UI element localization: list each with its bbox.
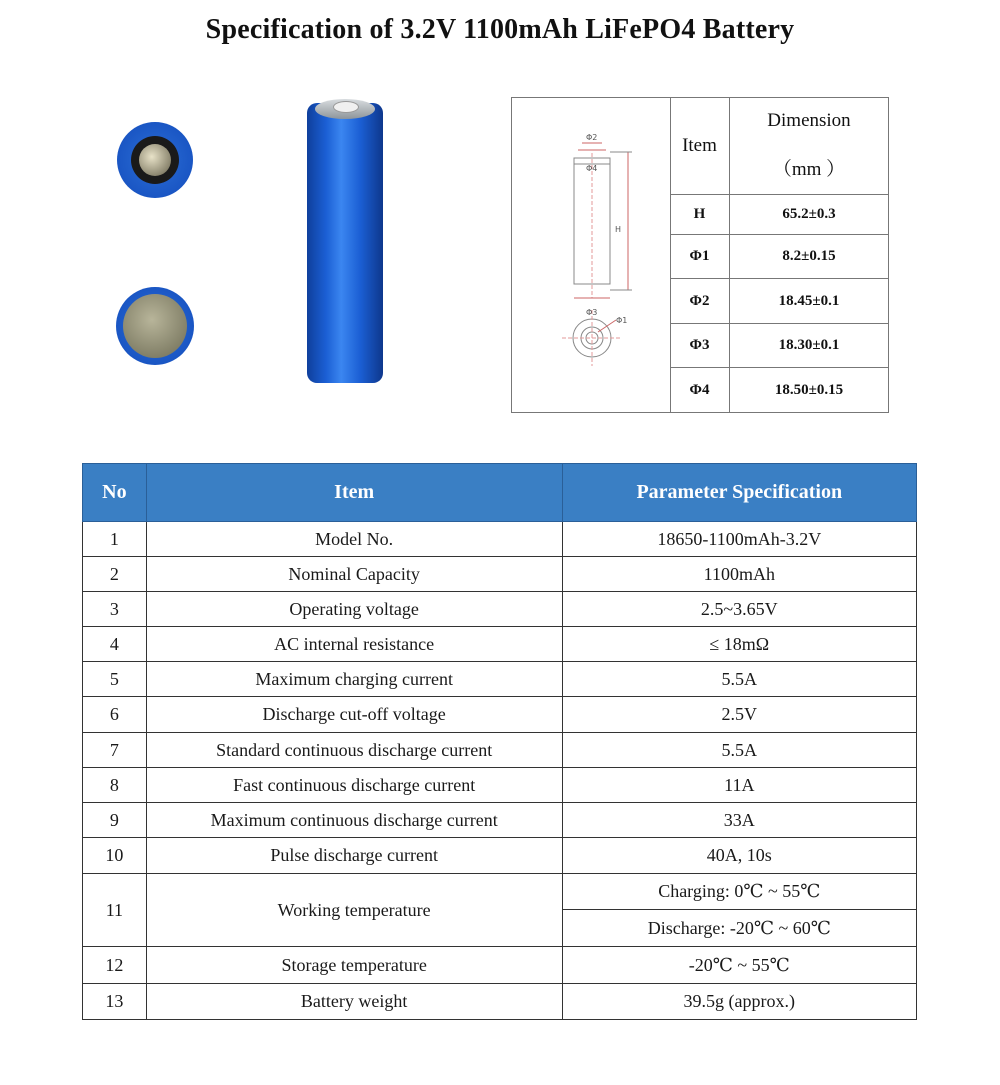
row-item: Model No. [146, 522, 562, 557]
phi3-label: Φ3 [586, 308, 598, 317]
row-item: Pulse discharge current [146, 838, 562, 874]
row-no: 3 [83, 592, 147, 627]
row-param: 33A [562, 803, 916, 838]
page-title: Specification of 3.2V 1100mAh LiFePO4 Battery [205, 14, 795, 45]
table-header-row [83, 464, 917, 522]
dimension-header-unit: （mm ） [772, 159, 846, 180]
dimension-row [670, 368, 888, 412]
row-param: Charging: 0℃ ~ 55℃ [562, 874, 916, 910]
row-param: 18650-1100mAh-3.2V [562, 522, 916, 557]
row-param: 5.5A [562, 662, 916, 697]
row-item: Working temperature [146, 874, 562, 947]
dimension-item: Φ4 [670, 368, 730, 412]
table-row [83, 627, 917, 662]
table-row [83, 947, 917, 984]
table-row [83, 557, 917, 592]
dimension-value: 65.2±0.3 [782, 206, 836, 222]
table-row [83, 768, 917, 803]
row-item: Fast continuous discharge current [146, 768, 562, 803]
dimension-item: H [670, 195, 730, 234]
dimension-header-dimension [730, 98, 888, 195]
row-item: Discharge cut-off voltage [146, 697, 562, 733]
battery-positive-end-image [117, 122, 193, 198]
row-no: 10 [83, 838, 147, 874]
dimension-header-label: Dimension [767, 110, 851, 131]
row-no: 11 [83, 874, 147, 947]
dimension-value: 18.45±0.1 [778, 292, 840, 309]
dimension-value: 8.2±0.15 [782, 248, 836, 264]
phi2-label: Φ2 [586, 133, 598, 142]
header-no: No [83, 464, 147, 522]
phi4-label: Φ4 [586, 164, 598, 173]
row-item: Maximum continuous discharge current [146, 803, 562, 838]
row-no: 1 [83, 522, 147, 557]
header-item: Item [146, 464, 562, 522]
specification-table [82, 463, 917, 1020]
row-param: 11A [562, 768, 916, 803]
row-item: Battery weight [146, 984, 562, 1020]
row-no: 4 [83, 627, 147, 662]
row-no: 7 [83, 733, 147, 768]
dimension-row [670, 235, 888, 279]
battery-cell-image [307, 103, 383, 383]
table-row [83, 697, 917, 733]
row-no: 8 [83, 768, 147, 803]
dimension-row [670, 279, 888, 324]
row-param: 1100mAh [562, 557, 916, 592]
table-row [83, 984, 917, 1020]
dimension-header-item: Item [670, 98, 730, 195]
row-item: Storage temperature [146, 947, 562, 984]
row-item: Standard continuous discharge current [146, 733, 562, 768]
table-row [83, 803, 917, 838]
dimension-row [670, 195, 888, 235]
row-param: ≤ 18mΩ [562, 627, 916, 662]
dimension-value: 18.30±0.1 [778, 337, 840, 353]
dimension-drawing [512, 98, 671, 412]
row-item: Maximum charging current [146, 662, 562, 697]
row-param: 40A, 10s [562, 838, 916, 874]
row-no: 12 [83, 947, 147, 984]
row-item: Operating voltage [146, 592, 562, 627]
row-param: 5.5A [562, 733, 916, 768]
header-parameter: Parameter Specification [562, 464, 916, 522]
row-no: 9 [83, 803, 147, 838]
battery-negative-end-image [116, 287, 194, 365]
dimension-item: Φ3 [670, 324, 730, 367]
dimension-item: Φ2 [670, 279, 730, 323]
h-label: H [615, 225, 622, 234]
table-row [83, 838, 917, 874]
table-row [83, 522, 917, 557]
row-param: -20℃ ~ 55℃ [562, 947, 916, 984]
row-item: AC internal resistance [146, 627, 562, 662]
table-row [83, 874, 917, 910]
dimension-table [511, 97, 889, 413]
table-row [83, 592, 917, 627]
row-param: 2.5~3.65V [562, 592, 916, 627]
row-no: 2 [83, 557, 147, 592]
table-row [83, 733, 917, 768]
row-no: 6 [83, 697, 147, 733]
dimension-value: 18.50±0.15 [774, 381, 844, 398]
row-param: Discharge: -20℃ ~ 60℃ [562, 910, 916, 947]
row-item: Nominal Capacity [146, 557, 562, 592]
dimension-item: Φ1 [670, 235, 730, 278]
row-no: 5 [83, 662, 147, 697]
row-param: 39.5g (approx.) [562, 984, 916, 1020]
table-row [83, 662, 917, 697]
row-no: 13 [83, 984, 147, 1020]
dimension-row [670, 324, 888, 368]
phi1-label: Φ1 [616, 316, 628, 325]
row-param: 2.5V [562, 697, 916, 733]
